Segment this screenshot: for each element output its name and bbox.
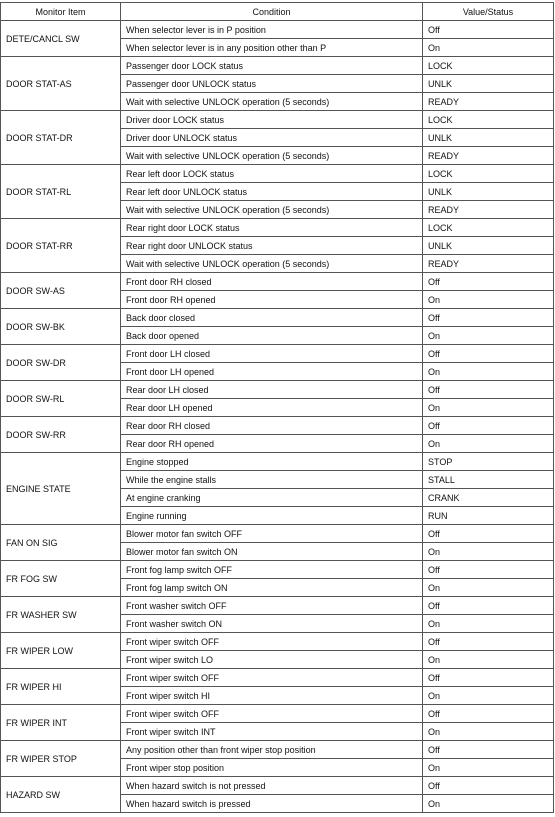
value-status-cell: LOCK: [423, 57, 554, 75]
value-status-cell: Off: [423, 21, 554, 39]
condition-cell: Front door LH closed: [121, 345, 423, 363]
condition-cell: Front door LH opened: [121, 363, 423, 381]
monitor-item-cell: FR WIPER LOW: [1, 633, 121, 669]
condition-cell: Front washer switch ON: [121, 615, 423, 633]
monitor-item-cell: DOOR STAT-RL: [1, 165, 121, 219]
table-row: [1, 165, 554, 183]
condition-cell: Wait with selective UNLOCK operation (5 seconds): [121, 93, 423, 111]
condition-cell: Front fog lamp switch OFF: [121, 561, 423, 579]
monitor-item-cell: DOOR STAT-AS: [1, 57, 121, 111]
table-body: [1, 21, 554, 813]
value-status-cell: Off: [423, 345, 554, 363]
condition-cell: Rear right door UNLOCK status: [121, 237, 423, 255]
condition-cell: Front wiper switch OFF: [121, 669, 423, 687]
value-status-cell: Off: [423, 633, 554, 651]
value-status-cell: Off: [423, 417, 554, 435]
table-row: [1, 561, 554, 579]
monitor-item-cell: FR WIPER STOP: [1, 741, 121, 777]
condition-cell: Wait with selective UNLOCK operation (5 seconds): [121, 201, 423, 219]
monitor-item-cell: DOOR STAT-RR: [1, 219, 121, 273]
condition-cell: Blower motor fan switch ON: [121, 543, 423, 561]
monitor-item-cell: FR WASHER SW: [1, 597, 121, 633]
condition-cell: Engine stopped: [121, 453, 423, 471]
condition-cell: Rear door RH closed: [121, 417, 423, 435]
value-status-cell: LOCK: [423, 219, 554, 237]
value-status-cell: Off: [423, 309, 554, 327]
table-row: [1, 705, 554, 723]
condition-cell: At engine cranking: [121, 489, 423, 507]
monitor-item-cell: FR WIPER INT: [1, 705, 121, 741]
table-row: [1, 111, 554, 129]
condition-cell: Front wiper switch OFF: [121, 633, 423, 651]
value-status-cell: Off: [423, 561, 554, 579]
value-status-cell: Off: [423, 273, 554, 291]
value-status-cell: UNLK: [423, 183, 554, 201]
condition-cell: Wait with selective UNLOCK operation (5 seconds): [121, 255, 423, 273]
condition-cell: Front wiper stop position: [121, 759, 423, 777]
value-status-cell: On: [423, 651, 554, 669]
table-row: [1, 741, 554, 759]
value-status-cell: Off: [423, 597, 554, 615]
condition-cell: Front door RH opened: [121, 291, 423, 309]
condition-cell: Front washer switch OFF: [121, 597, 423, 615]
value-status-cell: STOP: [423, 453, 554, 471]
table-row: [1, 417, 554, 435]
table-row: [1, 525, 554, 543]
condition-cell: Driver door UNLOCK status: [121, 129, 423, 147]
table-row: [1, 273, 554, 291]
table-row: [1, 345, 554, 363]
value-status-cell: READY: [423, 147, 554, 165]
monitor-item-cell: FR FOG SW: [1, 561, 121, 597]
monitor-item-cell: DOOR STAT-DR: [1, 111, 121, 165]
value-status-cell: On: [423, 723, 554, 741]
condition-cell: Rear left door UNLOCK status: [121, 183, 423, 201]
monitor-item-cell: FR WIPER HI: [1, 669, 121, 705]
value-status-cell: Off: [423, 777, 554, 795]
monitor-item-cell: DOOR SW-RL: [1, 381, 121, 417]
value-status-cell: UNLK: [423, 237, 554, 255]
value-status-cell: On: [423, 759, 554, 777]
value-status-cell: On: [423, 579, 554, 597]
table-row: [1, 21, 554, 39]
condition-cell: Rear right door LOCK status: [121, 219, 423, 237]
value-status-cell: RUN: [423, 507, 554, 525]
value-status-cell: UNLK: [423, 75, 554, 93]
value-status-cell: On: [423, 435, 554, 453]
condition-cell: Front wiper switch HI: [121, 687, 423, 705]
value-status-cell: CRANK: [423, 489, 554, 507]
condition-cell: When hazard switch is not pressed: [121, 777, 423, 795]
condition-cell: Wait with selective UNLOCK operation (5 seconds): [121, 147, 423, 165]
condition-cell: Rear door RH opened: [121, 435, 423, 453]
condition-cell: Passenger door LOCK status: [121, 57, 423, 75]
condition-cell: Rear left door LOCK status: [121, 165, 423, 183]
condition-cell: Front door RH closed: [121, 273, 423, 291]
condition-cell: Any position other than front wiper stop position: [121, 741, 423, 759]
condition-cell: Rear door LH closed: [121, 381, 423, 399]
condition-cell: Front wiper switch LO: [121, 651, 423, 669]
condition-cell: Front fog lamp switch ON: [121, 579, 423, 597]
value-status-cell: Off: [423, 741, 554, 759]
value-status-cell: On: [423, 327, 554, 345]
value-status-cell: On: [423, 363, 554, 381]
condition-cell: Rear door LH opened: [121, 399, 423, 417]
value-status-cell: STALL: [423, 471, 554, 489]
condition-cell: While the engine stalls: [121, 471, 423, 489]
table-header-row: [1, 3, 554, 21]
value-status-cell: Off: [423, 705, 554, 723]
condition-cell: Driver door LOCK status: [121, 111, 423, 129]
value-status-cell: On: [423, 543, 554, 561]
condition-cell: When hazard switch is pressed: [121, 795, 423, 813]
monitor-item-cell: DOOR SW-AS: [1, 273, 121, 309]
column-header-value-status: Value/Status: [423, 3, 554, 21]
monitor-item-cell: ENGINE STATE: [1, 453, 121, 525]
condition-cell: Blower motor fan switch OFF: [121, 525, 423, 543]
table-row: [1, 633, 554, 651]
condition-cell: Passenger door UNLOCK status: [121, 75, 423, 93]
monitor-item-cell: FAN ON SIG: [1, 525, 121, 561]
table-row: [1, 381, 554, 399]
condition-cell: Back door closed: [121, 309, 423, 327]
value-status-cell: On: [423, 615, 554, 633]
monitor-item-cell: DOOR SW-BK: [1, 309, 121, 345]
column-header-monitor-item: Monitor Item: [1, 3, 121, 21]
value-status-cell: On: [423, 399, 554, 417]
value-status-cell: On: [423, 687, 554, 705]
value-status-cell: Off: [423, 669, 554, 687]
value-status-cell: On: [423, 291, 554, 309]
table-row: [1, 219, 554, 237]
table-row: [1, 597, 554, 615]
table-row: [1, 669, 554, 687]
value-status-cell: LOCK: [423, 165, 554, 183]
condition-cell: Back door opened: [121, 327, 423, 345]
value-status-cell: LOCK: [423, 111, 554, 129]
monitor-item-cell: HAZARD SW: [1, 777, 121, 813]
condition-cell: When selector lever is in P position: [121, 21, 423, 39]
table-row: [1, 777, 554, 795]
condition-cell: Engine running: [121, 507, 423, 525]
monitor-item-table: [0, 2, 554, 813]
value-status-cell: READY: [423, 255, 554, 273]
monitor-item-cell: DOOR SW-DR: [1, 345, 121, 381]
value-status-cell: Off: [423, 381, 554, 399]
condition-cell: Front wiper switch INT: [121, 723, 423, 741]
table-row: [1, 453, 554, 471]
table-row: [1, 309, 554, 327]
value-status-cell: UNLK: [423, 129, 554, 147]
condition-cell: Front wiper switch OFF: [121, 705, 423, 723]
monitor-item-cell: DETE/CANCL SW: [1, 21, 121, 57]
value-status-cell: READY: [423, 201, 554, 219]
table-row: [1, 57, 554, 75]
condition-cell: When selector lever is in any position other than P: [121, 39, 423, 57]
column-header-condition: Condition: [121, 3, 423, 21]
value-status-cell: Off: [423, 525, 554, 543]
value-status-cell: On: [423, 39, 554, 57]
monitor-item-cell: DOOR SW-RR: [1, 417, 121, 453]
value-status-cell: READY: [423, 93, 554, 111]
value-status-cell: On: [423, 795, 554, 813]
